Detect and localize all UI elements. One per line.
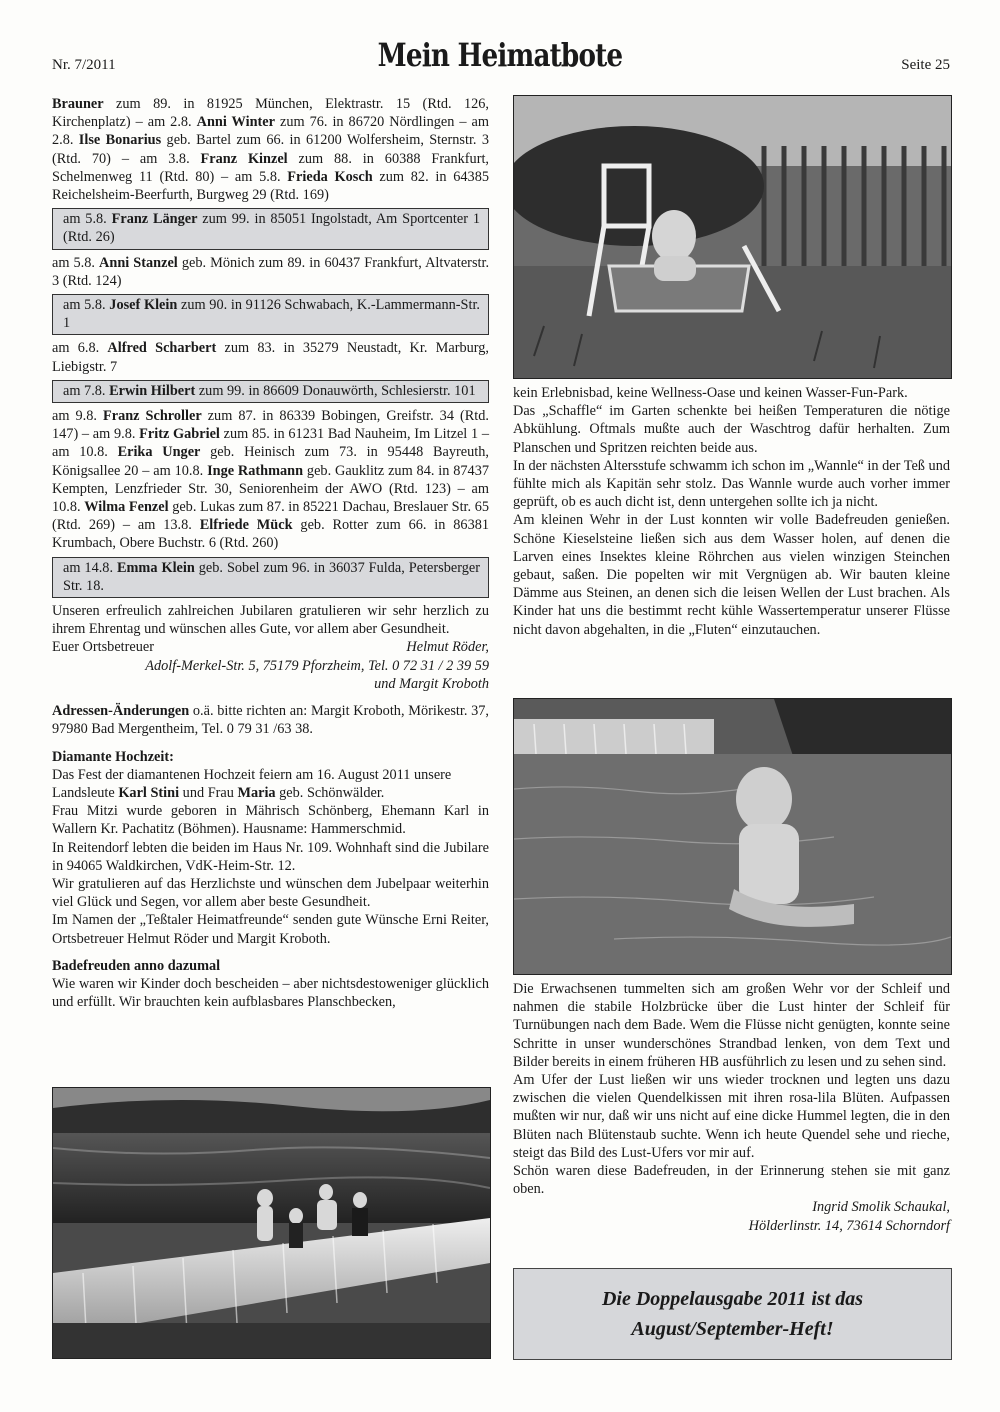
photo-girl-in-river xyxy=(513,698,952,975)
bold-name: Inge Rathmann xyxy=(207,462,304,479)
birthday-entry-stanzel: am 5.8. Anni Stanzel geb. Mönich zum 89. in 60437 Frankfurt, Altvaterstr. 3 (Rtd. 124) xyxy=(52,254,490,289)
notice-line-2: August/September-Heft! xyxy=(631,1318,834,1340)
bold-name: Josef Klein xyxy=(109,297,178,314)
highlight-box-klein: am 5.8. Josef Klein zum 90. in 91126 Schwabach, K.-Lammermann-Str. 1 xyxy=(52,294,489,335)
signature-line xyxy=(52,638,489,656)
right-column-lower xyxy=(513,980,950,1235)
photo-child-tub xyxy=(513,95,952,379)
bold-name: Franz Kinzel xyxy=(200,150,288,167)
highlight-box-emma-klein: am 14.8. Emma Klein geb. Sobel zum 96. in 36037 Fulda, Petersberger Str. 18. xyxy=(52,557,489,598)
bold-name: Adressen-Änderungen xyxy=(52,703,190,720)
heading-diamond-wedding: Diamante Hochzeit: xyxy=(52,748,174,765)
bold-name: Franz Schroller xyxy=(102,408,202,425)
bold-name: Wilma Fenzel xyxy=(84,499,169,516)
bold-name: Anni Stanzel xyxy=(99,254,178,271)
birthday-entry-scharbert: am 6.8. Alfred Scharbert zum 83. in 35279 Neustadt, Kr. Marburg, Liebigstr. 7 xyxy=(52,340,489,375)
right-para-2: Das „Schaffle“ im Garten schenkte bei heißen Temperaturen die nötige Abkühlung. Oftmals mußte auch der Waschtrog dafür herhalten. Zum Planschen und Spritzen reichten beide aus. xyxy=(513,403,950,456)
bold-name: Anni Winter xyxy=(196,114,275,131)
left-column xyxy=(52,95,489,1011)
notice-line-1: Die Doppelausgabe 2011 ist das xyxy=(601,1288,864,1310)
double-issue-notice xyxy=(513,1268,952,1360)
right-para-1: kein Erlebnisbad, keine Wellness-Oase und keinen Wasser-Fun-Park. xyxy=(513,385,908,401)
photo-weir-bathers xyxy=(52,1087,491,1359)
signature-address: Adolf-Merkel-Str. 5, 75179 Pforzheim, Tel. 0 72 31 / 2 39 59 xyxy=(145,657,489,674)
bold-name: Ilse Bonarius xyxy=(78,132,162,149)
bold-name: Franz Länger xyxy=(111,211,198,228)
bold-name: Emma Klein xyxy=(116,559,195,576)
heading-badefreuden: Badefreuden anno dazumal xyxy=(52,957,221,974)
bold-name: Brauner xyxy=(52,96,104,112)
author-name: Ingrid Smolik Schaukal, xyxy=(812,1199,950,1216)
right-para-7: Schön waren diese Badefreuden, in der Erinnerung stehen sie mit ganz oben. xyxy=(513,1163,950,1198)
bold-name: Karl Stini xyxy=(118,784,180,801)
right-column xyxy=(513,384,950,639)
highlight-box-lanzer: am 5.8. Franz Länger zum 99. in 85051 Ingolstadt, Am Sportcenter 1 (Rtd. 26) xyxy=(52,208,489,249)
diamond-para-3: In Reitendorf lebten die beiden im Haus Nr. 109. Wohnhaft sind die Jubilare in 94065 Waldkirchen, VdK-Heim-Str. 12. xyxy=(52,839,489,874)
issue-number: Nr. 7/2011 xyxy=(52,57,116,73)
diamond-para-1: Das Fest der diamantenen Hochzeit feiern am 16. August 2011 unsere Landsleute Karl Stini und Frau Maria geb. Schönwälder. xyxy=(52,766,452,801)
bold-name: Erwin Hilbert xyxy=(109,382,196,399)
bold-name: Fritz Gabriel xyxy=(139,426,220,443)
bold-name: Maria xyxy=(237,784,276,801)
diamond-para-5: Im Namen der „Teßtaler Heimatfreunde“ senden gute Wünsche Erni Reiter, Ortsbetreuer Helmut Röder und Margit Kroboth. xyxy=(52,912,489,947)
bold-name: Erika Unger xyxy=(117,444,201,461)
highlight-box-hilbert: am 7.8. Erwin Hilbert zum 99. in 86609 Donauwörth, Schlesierstr. 101 xyxy=(52,380,489,403)
right-para-5: Die Erwachsenen tummelten sich am großen Wehr vor der Schleif und nahmen die stabile Holzbrücke über die Lust hinter der Schleif für Turnübungen nach dem Bade. Wem die Flüsse nicht genügten, konnte seine Schritte in unser wunderschönes Strandbad lenken, von dem Text und Bilder bereits in einem früheren HB ausführlich zu lesen und zu sehen sind. xyxy=(513,981,950,1070)
diamond-para-2: Frau Mitzi wurde geboren in Mährisch Schönberg, Ehemann Karl in Wallern Kr. Pachatitz (Böhmen). Hausname: Hammerschmid. xyxy=(52,803,489,838)
right-para-6: Am Ufer der Lust ließen wir uns wieder trocknen und legten uns dazu zwischen die vielen Quendelkissen mit ihren rosa-lila Blüten. Aufpassen mußten wir nur, daß wir uns nicht auf eine dicke Hummel legten, die in den Blüten nach Blütenstaub suchte. Wenn ich heute Quendel sehe und rieche, steigt das Bild des Lust-Ufers vor mir auf. xyxy=(513,1072,950,1161)
birthday-list-1: Brauner zum 89. in 81925 München, Elektrastr. 15 (Rtd. 126, Kirchenplatz) – am 2.8. Anni Winter zum 76. in 86720 Nördlingen – am 2.8. Ilse Bonarius geb. Bartel zum 66. in 61200 Wolfersheim, Sternstr. 3 (Rtd. 70) – am 3.8. Franz Kinzel zum 88. in 60388 Frankfurt, Schelmenweg 11 (Rtd. 80) – am 5.8. Frieda Kosch zum 82. in 64385 Reichelsheim-Beerfurth, Burgweg 29 (Rtd. 169) xyxy=(52,96,490,204)
bold-name: Elfriede Mück xyxy=(199,517,293,534)
diamond-para-4: Wir gratulieren auf das Herzlichste und wünschen dem Jubelpaar weiterhin viel Glück und Segen, vor allem aber beste Gesundheit. xyxy=(52,875,489,911)
birthday-list-2: am 9.8. Franz Schroller zum 87. in 86339 Bobingen, Greifstr. 34 (Rtd. 147) – am 9.8. Fritz Gabriel zum 85. in 61231 Bad Nauheim, Im Litzel 1 – am 10.8. Erika Unger geb. Heinisch zum 73. in 95448 Bayreuth, Königsallee 20 – am 10.8. Inge Rathmann geb. Gauklitz zum 84. in 87437 Kempten, Lenzfrieder Str. 30, Seniorenheim der AWO (Rtd. 123) – am 10.8. Wilma Fenzel geb. Lukas zum 87. in 85221 Dachau, Breslauer Str. 65 (Rtd. 269) – am 13.8. Elfriede Mück geb. Rotter zum 66. in 86381 Krumbach, Obere Buchstr. 6 (Rtd. 260) xyxy=(52,408,490,552)
signature-and: und Margit Kroboth xyxy=(374,675,489,692)
right-para-4: Am kleinen Wehr in der Lust konnten wir volle Badefreuden genießen. Schöne Kieselsteine ließen sich aus dem Wasser holen, auf denen die Larven eines Insektes kleine Röhrchen aus vielen winzigen Steinchen gebaut, saßen. Die popelten wir mit Vergnügen ab. Wir bauten kleine Dämme aus Steinen, an denen sich die leisen Wellen der Lust brachen. Als Kinder hat uns die bestimmt recht kühle Wassertemperatur unserer Flüsse nicht davon abgehalten, in die „Fluten“ einzutauchen. xyxy=(513,512,950,638)
bold-name: Alfred Scharbert xyxy=(107,340,217,357)
bade-intro: Wie waren wir Kinder doch bescheiden – aber nichtsdestoweniger glücklich und erfüllt. Wir brauchten kein aufblasbares Planschbecken, xyxy=(52,975,489,1011)
right-para-3: In der nächsten Altersstufe schwamm ich schon im „Wannle“ in der Teß und fühlte mich als Kapitän sehr stolz. Das Wannle wurde auch vorher immer geprüft, ob es auch dicht ist, denn untergehen sollte ich ja nicht. xyxy=(513,457,950,511)
signature-name: Helmut Röder, xyxy=(406,639,489,656)
signature-label: Euer Ortsbetreuer xyxy=(52,639,155,656)
masthead-logo: Mein Heimatbote xyxy=(377,36,623,74)
bold-name: Frieda Kosch xyxy=(287,168,373,185)
congratulation-text: Unseren erfreulich zahlreichen Jubilaren gratulieren wir sehr herzlich zu ihrem Ehrentag und wünschen alles Gute, vor allem aber Gesundheit. xyxy=(52,603,489,638)
page-number: Seite 25 xyxy=(901,57,950,73)
author-address: Hölderlinstr. 14, 73614 Schorndorf xyxy=(748,1217,950,1234)
address-changes: Adressen-Änderungen o.ä. bitte richten an: Margit Kroboth, Mörikestr. 37, 97980 Bad Mergentheim, Tel. 0 79 31 /63 38. xyxy=(52,703,489,738)
